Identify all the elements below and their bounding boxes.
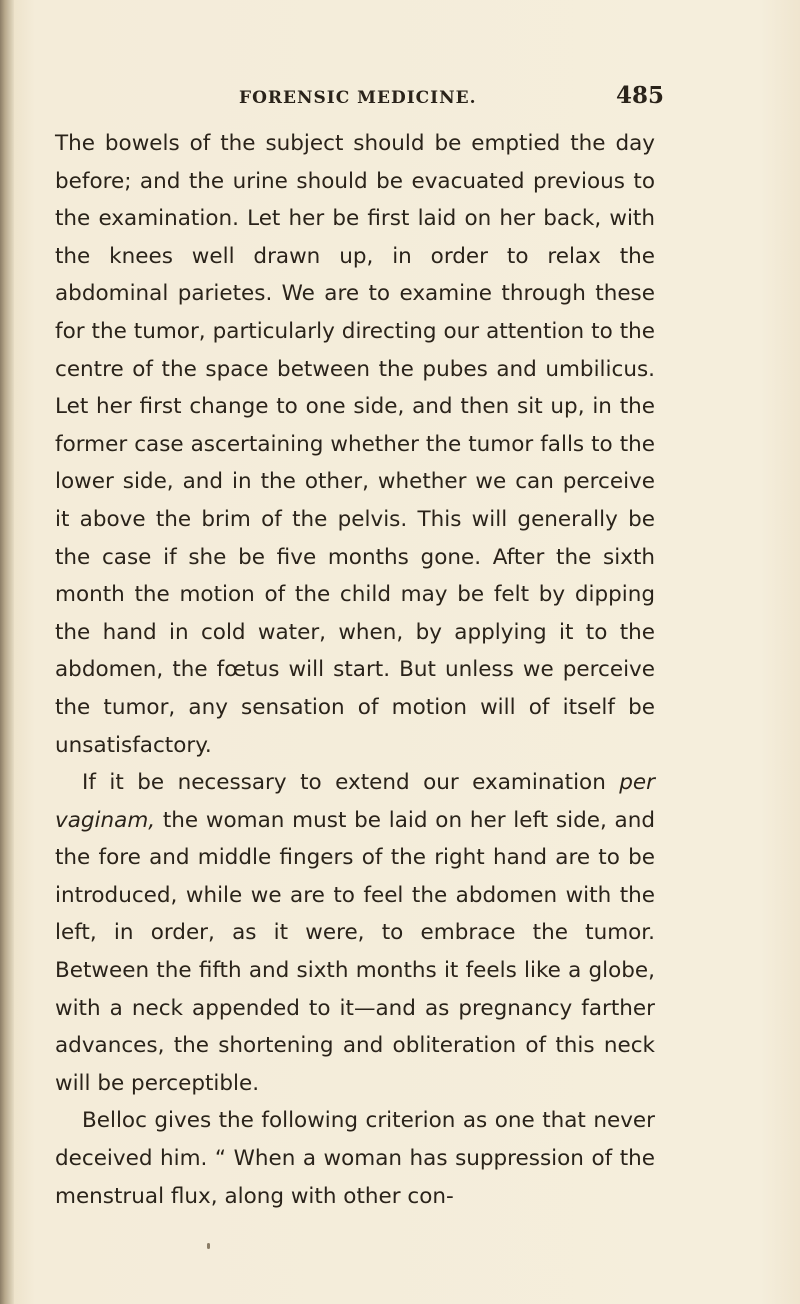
paragraph-1: The bowels of the subject should be emptied the day before; and the urine should be evacuated previous to the examination. Let her be first laid on her back, with the knees well drawn up, in order to relax the abdominal parietes. We are to examine through these for the tumor, particularly directing our attention to the centre of the space between the pubes and umbilicus. Let her first change to one side, and then sit up, in the former case ascertaining whether the tumor falls to the lower side, and in the other, whether we can perceive it above the brim of the pelvis. This will generally be the case if she be five months gone. After the sixth month the motion of the child may be felt by dipping the hand in cold water, when, by applying it to the abdomen, the fœtus will start. But unless we perceive the tumor, any sensation of motion will of itself be unsatisfactory. bbox=[55, 131, 655, 758]
body-text bbox=[55, 125, 655, 1215]
ink-speck bbox=[207, 1243, 210, 1249]
running-head bbox=[239, 82, 669, 122]
paragraph-2 bbox=[55, 764, 655, 1102]
page-number: 485 bbox=[616, 82, 665, 109]
paragraph-2-start: If it be necessary to extend our examination bbox=[82, 770, 620, 796]
binding-edge bbox=[0, 0, 14, 1304]
paragraph-3: Belloc gives the following criterion as one that never deceived him. “ When a woman has suppression of the menstrual flux, along with other con- bbox=[55, 1108, 655, 1209]
paragraph-2-rest: the woman must be laid on her left side, and the fore and middle fingers of the right hand are to be introduced, while we are to feel the abdomen with the left, in order, as it were, to embrace the tumor. Between the fifth and sixth months it feels like a globe, with a neck appended to it—and as pregnancy farther advances, the shortening and obliteration of this neck will be perceptible. bbox=[55, 807, 655, 1096]
running-head-title: FORENSIC MEDICINE. bbox=[239, 88, 477, 108]
paragraph-2-latin-phrase: per vaginam, bbox=[55, 770, 655, 833]
